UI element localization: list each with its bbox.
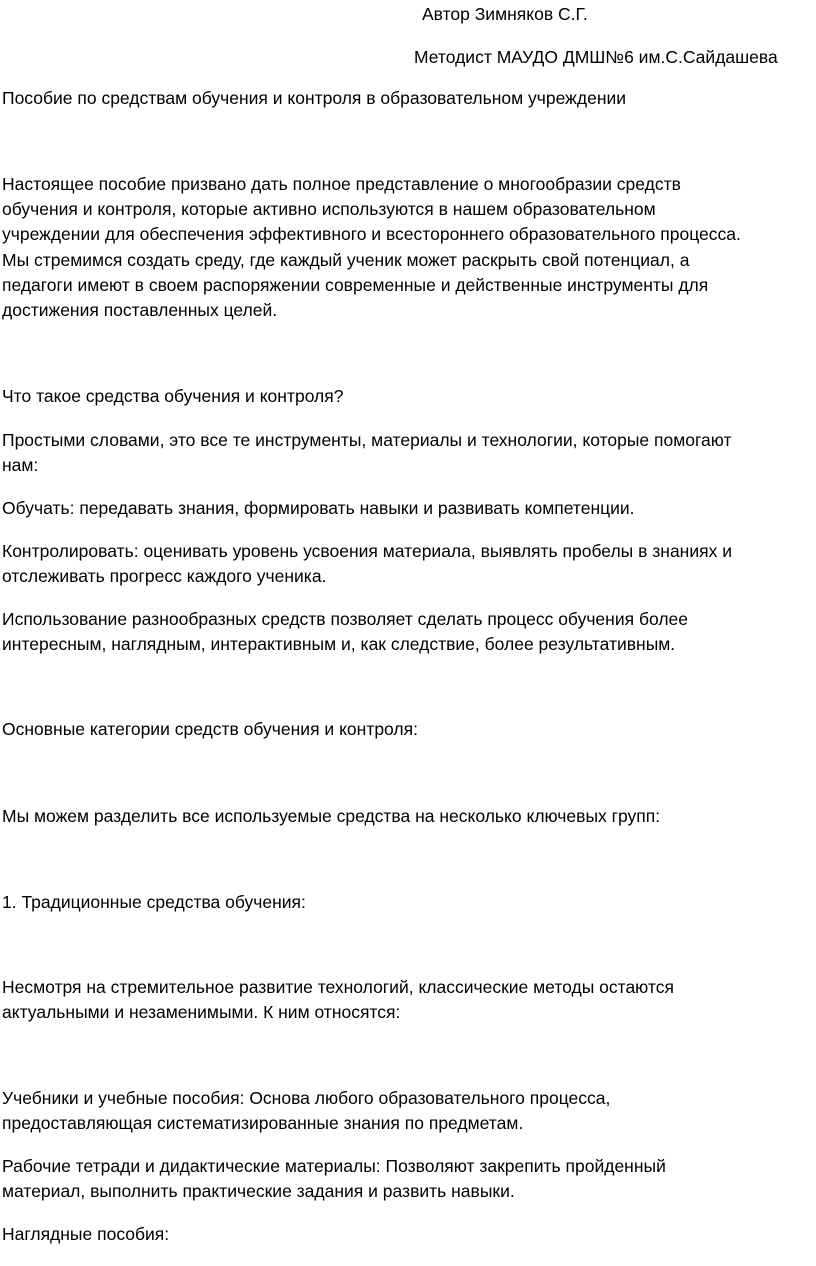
- intro-line-4: Мы стремимся создать среду, где каждый ученик может раскрыть свой потенциал, а: [2, 250, 690, 270]
- control-line-1: Контролировать: оценивать уровень усвоения материала, выявлять пробелы в знаниях и: [2, 541, 732, 561]
- teach-line: Обучать: передавать знания, формировать навыки и развивать компетенции.: [2, 498, 635, 518]
- document-title: Пособие по средствам обучения и контроля в образовательном учреждении: [2, 88, 627, 108]
- intro-line-3: учреждении для обеспечения эффективного и всестороннего образовательного процесса.: [2, 224, 741, 244]
- simple-line-1: Простыми словами, это все те инструменты, материалы и технологии, которые помогают: [2, 430, 732, 450]
- what-heading: Что такое средства обучения и контроля?: [2, 386, 344, 406]
- usage-line-1: Использование разнообразных средств позволяет сделать процесс обучения более: [2, 609, 688, 629]
- usage-line-2: интересным, наглядным, интерактивным и, как следствие, более результативным.: [2, 634, 676, 654]
- intro-line-1: Настоящее пособие призвано дать полное представление о многообразии средств: [2, 174, 681, 194]
- textbooks-line-1: Учебники и учебные пособия: Основа любого образовательного процесса,: [2, 1088, 611, 1108]
- workbooks-line-1: Рабочие тетради и дидактические материалы: Позволяют закрепить пройденный: [2, 1156, 666, 1176]
- textbooks-line-2: предоставляющая систематизированные знания по предметам.: [2, 1113, 524, 1133]
- workbooks-line-2: материал, выполнить практические задания и развить навыки.: [2, 1181, 515, 1201]
- methodist-line: Методист МАУДО ДМШ№6 им.С.Сайдашева: [414, 47, 778, 67]
- control-line-2: отслеживать прогресс каждого ученика.: [2, 566, 327, 586]
- simple-line-2: нам:: [2, 455, 39, 475]
- visual-aids-line: Наглядные пособия:: [2, 1224, 170, 1244]
- groups-intro: Мы можем разделить все используемые средства на несколько ключевых групп:: [2, 806, 661, 826]
- traditional-heading: 1. Традиционные средства обучения:: [2, 892, 306, 912]
- traditional-intro-line-2: актуальными и незаменимыми. К ним относятся:: [2, 1002, 401, 1022]
- author-line: Автор Зимняков С.Г.: [422, 4, 588, 24]
- categories-heading: Основные категории средств обучения и контроля:: [2, 719, 418, 739]
- intro-line-2: обучения и контроля, которые активно используются в нашем образовательном: [2, 199, 656, 219]
- intro-line-6: достижения поставленных целей.: [2, 300, 278, 320]
- traditional-intro-line-1: Несмотря на стремительное развитие технологий, классические методы остаются: [2, 977, 674, 997]
- intro-line-5: педагоги имеют в своем распоряжении современные и действенные инструменты для: [2, 275, 709, 295]
